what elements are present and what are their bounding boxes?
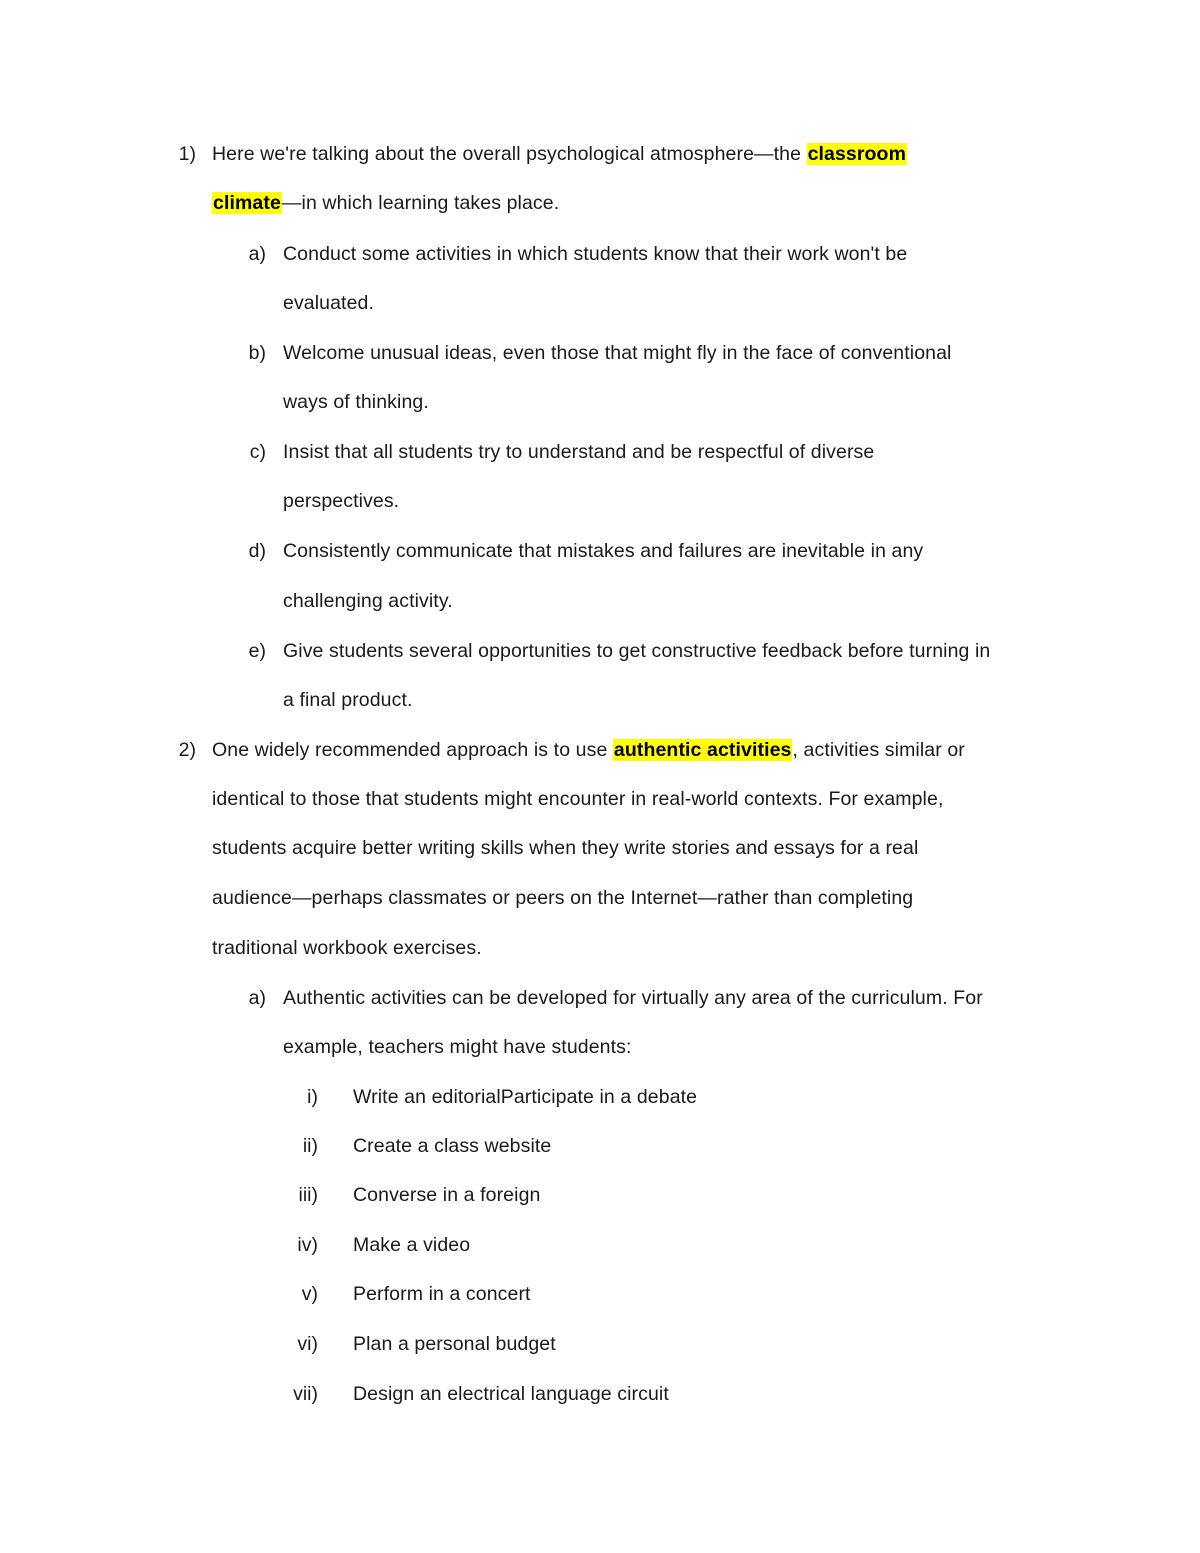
highlighted-term-classroom: classroom <box>807 143 907 165</box>
paragraph-line: a final product. <box>283 689 413 711</box>
list-marker: c) <box>249 441 266 463</box>
paragraph-line: Insist that all students try to understand and be respectful of diverse <box>283 441 875 463</box>
list-marker: iii) <box>298 1184 318 1206</box>
paragraph-text: Here we're talking about the overall psychological atmosphere—the <box>212 143 807 165</box>
example-text: Make a video <box>353 1234 471 1256</box>
paragraph-line <box>212 190 559 216</box>
paragraph-line: students acquire better writing skills when they write stories and essays for a real <box>212 837 919 859</box>
list-marker: vii) <box>293 1383 318 1405</box>
list-marker: i) <box>307 1086 318 1108</box>
list-marker: b) <box>248 342 266 364</box>
paragraph-line: Give students several opportunities to get constructive feedback before turning in <box>283 640 991 662</box>
example-text: Perform in a concert <box>353 1283 531 1305</box>
list-marker: 2) <box>178 739 196 761</box>
example-text: Design an electrical language circuit <box>353 1383 669 1405</box>
example-text: Converse in a foreign <box>353 1184 541 1206</box>
list-marker: e) <box>248 640 266 662</box>
list-marker: 1) <box>178 143 196 165</box>
paragraph-line <box>212 141 907 167</box>
example-text: Write an editorialParticipate in a debate <box>353 1086 698 1108</box>
paragraph-text: —in which learning takes place. <box>281 192 560 214</box>
paragraph-line: evaluated. <box>283 292 374 314</box>
paragraph-line: example, teachers might have students: <box>283 1036 632 1058</box>
paragraph-line: Conduct some activities in which students know that their work won't be <box>283 243 908 265</box>
highlighted-term-authentic-activities: authentic activities <box>613 739 792 761</box>
highlighted-term-climate: climate <box>213 192 281 214</box>
paragraph-line: ways of thinking. <box>283 391 429 413</box>
paragraph-line: Welcome unusual ideas, even those that might fly in the face of conventional <box>283 342 952 364</box>
example-text: Plan a personal budget <box>353 1333 556 1355</box>
list-marker: a) <box>248 243 266 265</box>
paragraph-line: Consistently communicate that mistakes and failures are inevitable in any <box>283 540 924 562</box>
example-text: Create a class website <box>353 1135 552 1157</box>
list-marker: a) <box>248 987 266 1009</box>
paragraph-text: One widely recommended approach is to use <box>212 739 613 761</box>
paragraph-line: perspectives. <box>283 490 400 512</box>
paragraph-line: identical to those that students might encounter in real-world contexts. For example, <box>212 788 944 810</box>
paragraph-line <box>212 737 965 763</box>
paragraph-line: traditional workbook exercises. <box>212 937 482 959</box>
paragraph-line: challenging activity. <box>283 590 453 612</box>
list-marker: ii) <box>302 1135 318 1157</box>
list-marker: v) <box>301 1283 318 1305</box>
paragraph-text: , activities similar or <box>792 739 965 761</box>
paragraph-line: audience—perhaps classmates or peers on the Internet—rather than completing <box>212 887 914 909</box>
list-marker: vi) <box>297 1333 318 1355</box>
list-marker: d) <box>248 540 266 562</box>
list-marker: iv) <box>297 1234 318 1256</box>
paragraph-line: Authentic activities can be developed for virtually any area of the curriculum. For <box>283 987 983 1009</box>
